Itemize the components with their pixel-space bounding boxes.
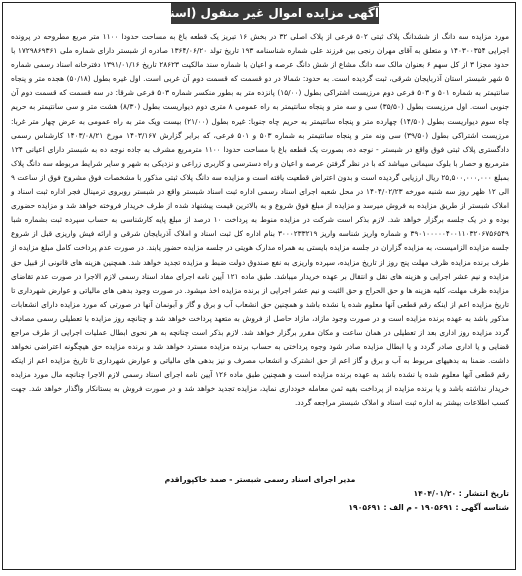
notice-title: آگهی مزایده اموال غیر منقول (اسناد ذمه ای) — [171, 3, 379, 24]
notice-footer — [11, 469, 509, 565]
notice-id: شناسه آگهی : ۱۹۰۵۶۹۱ - م الف : ۱۹۰۵۶۹۱ — [348, 503, 509, 512]
publish-date: تاریخ انتشار : ۱۴۰۴/۰۱/۲۰ — [413, 489, 509, 498]
signer-line: مدیر اجرای اسناد رسمی شبستر - صمد خاکپوراقدم — [164, 475, 356, 484]
notice-body: مورد مزایده سه دانگ از ششدانگ پلاک ثبتی ۵۰۲ فرعی از پلاک اصلی ۳۲ در بخش ۱۶ تبریز یک قطعه باغ به مساحت حدودا ۱۱۰۰ متر مربع مطروحه در پرونده اجرایی ۱۴۰۳۰۰۳۵۴ و متعلق به آقای مهران رنجی بین فرزند علی شماره شناسنامه ۱۹۳ تاریخ تولد ۱۳۶۴/۰۶/۲۰ صادره از شبستر دارای شماره ملی ۱۷۲۹۸۶۹۳۶۱ با حدود مجزا ۳ از کل سهم ۶ بعنوان مالک سه دانگ مشاع از شش دانگ عرصه و اعیان با شماره سند مالکیت ۲۸۶۲۳ تاریخ ۱۳۹۱/۰۱/۱۶ دفترخانه اسناد رسمی شماره ۵ شهر شبستر استان آذربایجان شرقی، ثبت گردیده است. به حدود: شمالا در دو قسمت که قسمت دوم آن غربی است. اول غیره بطول (۵۰/۱۸) هجده متر و پنجاه سانتیمتر به شماره ۵۰۱ و ۵۰۳ فرعی دوم مرزیست اشتراکی بطول (۱۵/۰۰) پانزده متر به بطور منکسر شماره ۵۰۳ فرعی شرقا: در سه قسمت که قسمت دوم آن جنوبی است. اول مرزیست بطول (۳۵/۵۰) سی و سه متر و پنجاه سانتیمتر به راه عمومی ۸ متری دوم دیواریست بطول (۸/۳۰) هشت متر و سی سانتیمتر به حریم چاه سوم دیواریست بطول (۱۴/۵۰) چهارده متر و پنجاه سانتیمتر به حریم چاه جنوبا: غیره بطول (۲۱/۰۰) بیست ویک متر به راه عمومی به عرض چهار متر غربا: مرزیست اشتراکی بطول (۳۹/۵۰) سی ونه متر و پنجاه سانتیمتر به شماره ۵۰۳ و ۵۰۱ فرعی، که برابر گزارش ۱۴۰۳/۱۶۷ مورخ ۱۴۰۳/۰۸/۲۱ کارشناس رسمی دادگستری پلاک ثبتی فوق واقع در شبستر - نوجه ده، بصورت یک قطعه باغ با مساحت حدودا ۱۱۰۰ مترمربع مشرف به جاده نوجه ده به شبستر دارای اعیانی ۱۲۴ مترمربع و حصار با بلوک سیمانی میباشد که با در نظر گرفتن عرصه و اعیان و راه دسترسی و کاربری زراعی و نزدیکی به شهر و سایر شرایط مربوطه سه دانگ پلاک بمبلغ ۲۵,۵۰۰,۰۰۰,۰۰۰ ریال ارزیابی گردیده است و بدون اعتراض قطعیت یافته است و مزایده سه دانگ پلاک ثبتی مذکور با مشخصات فوق مشروح فوق از ساعت ۹ الی ۱۲ ظهر روز سه شنبه مورخه ۱۴۰۴/۰۲/۲۳ در محل شعبه اجرای اسناد رسمی اداره ثبت اسناد شبستر واقع در شبستر روبروی ترمینال فجر اداره ثبت اسناد و املاک شبستر از طریق مزایده به فروش میرسد و مزایده از مبلغ فوق شروع و به بالاترین قیمت پیشنهاد شده از طرف خریدار فروخته خواهد شد و مزایده حضوری بوده و در یک جلسه برگزار خواهد شد. لازم بذکر است شرکت در مزایده منوط به پرداخت ۱۰ درصد از مبلغ پایه کارشناسی به حساب سپرده ثبت بشماره شبا ۳۹۰۱۰۰۰۰۰۴۰۰۱۱۰۳۲۰۶۷۵۶۵۴۹ و شماره واریز شناسه واریز ۳۰۰۰۲۳۳۲۱۹ بنام اداره کل ثبت اسناد و املاک آذربایجان شرقی و ارائه فیش واریزی قبل از شروع جلسه مزایده الزامیست، به مزایده گزاران در جلسه مزایده بایستی به همراه مدارک هویتی در جلسه مزایده حضور یابند. در صورت عدم پرداخت کامل مبلغ مزایده از طرف برنده مزایده ظرف مهلت پنج روز از تاریخ مزایده، سپرده واریزی به نفع صندوق دولت ضبط و مزایده تجدید خواهد شد. همچنین هزینه های قانونی از قبیل حق مزایده و نیم عشر اجرایی و هزینه های نقل و انتقال بر عهده خریدار میباشد. طبق ماده ۱۲۱ آیین نامه اجرای مفاد اسناد رسمی لازم الاجرا در صورت عدم تقاضای مزایده ظرف مهلت، کلیه هزینه ها و حق الحراج و حق الثبت و نیم عشر اجرایی از برنده مزایده اخذ میشود. در صورت وجود بدهی های مالیاتی و عوارض شهرداری تا تاریخ مزایده اعم از اینکه رقم قطعی آنها معلوم شده یا نشده باشد و همچنین حق انشعاب آب و برق و گاز و آبونمان آنها در صورتی که مورد مزایده دارای انشعابات مذکور باشد به عهده برنده مزایده است و در صورت وجود مازاد، مازاد حاصل از فروش به متعهد پرداخت خواهد شد و چنانچه روز مزایده با تعطیلی رسمی مصادف گردد مزایده روز اداری بعد از تعطیلی در همان ساعت و مکان مقرر برگزار خواهد شد. لازم بذکر است چنانچه به هر نحوی ابطال عملیات اجرایی از طرف مراجع قضایی و یا اداری صادر گردد و یا ابطال مزایده صادر شود وجوه پرداختی به حساب برنده مزایده مسترد خواهد شد و برنده مزایده حق هیچگونه اعتراضی نخواهد داشت. ضمنا به بدهیهای مربوط به آب و برق و گاز اعم از حق انشترک و انشعاب مصرف و نیز بدهی های مالیاتی و عوارض شهرداری تا تاریخ مزایده اعم از اینکه رقم قطعی آنها معلوم شده یا نشده باشد به عهده برنده مزایده است و همچنین طبق ماده ۱۲۶ آیین نامه اجرای اسناد رسمی لازم الاجرا چنانچه مال مورد مزایده خریدار نداشته باشد و یا برنده مزایده از پرداخت بقیه ثمن معامله خودداری نماید، مزایده تجدید خواهد شد و در صورت فروش به بستانکار واگذار خواهد شد. جهت کسب اطلاعات بیشتر به اداره ثبت اسناد و املاک شبستر مراجعه گردد. — [11, 32, 510, 408]
auction-notice — [2, 2, 516, 570]
